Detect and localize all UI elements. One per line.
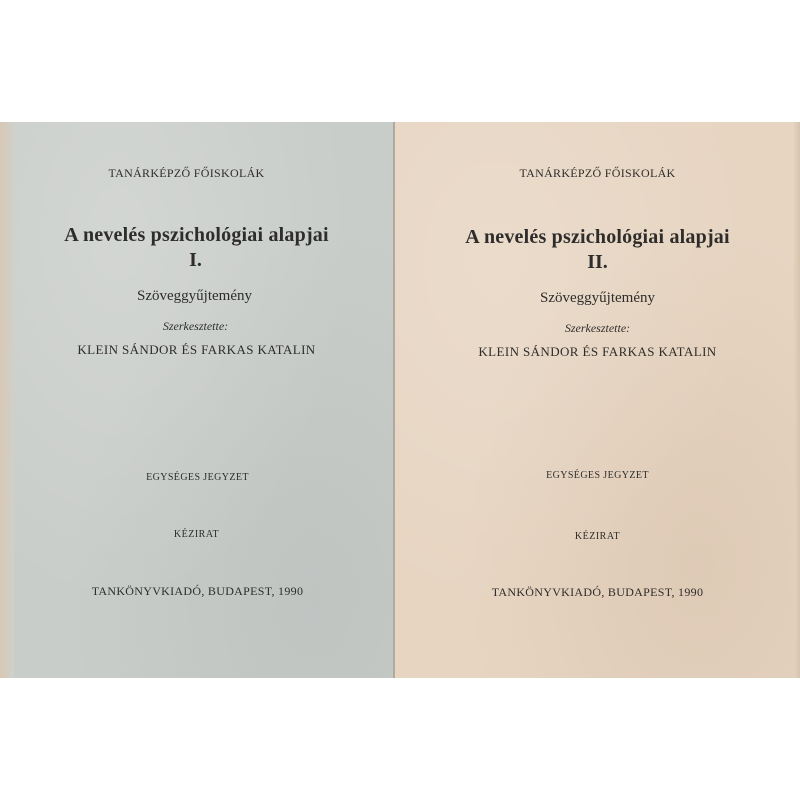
edited-by-label: Szerkesztette: — [564, 321, 631, 335]
unified-notes-label: EGYSÉGES JEGYZET — [546, 470, 649, 481]
book-subtitle: Szöveggyűjtemény — [137, 288, 252, 304]
book-title: A nevelés pszichológiai alapjai — [64, 224, 329, 246]
manuscript-label: KÉZIRAT — [173, 529, 220, 540]
volume-number: II. — [587, 251, 608, 273]
volume-number: I. — [189, 249, 202, 271]
unified-notes-label: EGYSÉGES JEGYZET — [146, 472, 249, 483]
editors-names: KLEIN SÁNDOR ÉS FARKAS KATALIN — [77, 342, 316, 357]
publisher-line: TANKÖNYVKIADÓ, BUDAPEST, 1990 — [91, 584, 304, 598]
book-cover-volume-2 — [394, 122, 800, 678]
publisher-line: TANKÖNYVKIADÓ, BUDAPEST, 1990 — [491, 585, 704, 599]
editors-names: KLEIN SÁNDOR ÉS FARKAS KATALIN — [478, 344, 717, 359]
book-subtitle: Szöveggyűjtemény — [540, 290, 655, 306]
edited-by-label: Szerkesztette: — [162, 319, 229, 333]
book-title: A nevelés pszichológiai alapjai — [465, 226, 730, 248]
book-cover-volume-1 — [0, 122, 394, 678]
manuscript-label: KÉZIRAT — [574, 531, 621, 542]
series-label: TANÁRKÉPZŐ FŐISKOLÁK — [519, 166, 676, 180]
series-label: TANÁRKÉPZŐ FŐISKOLÁK — [108, 166, 265, 180]
